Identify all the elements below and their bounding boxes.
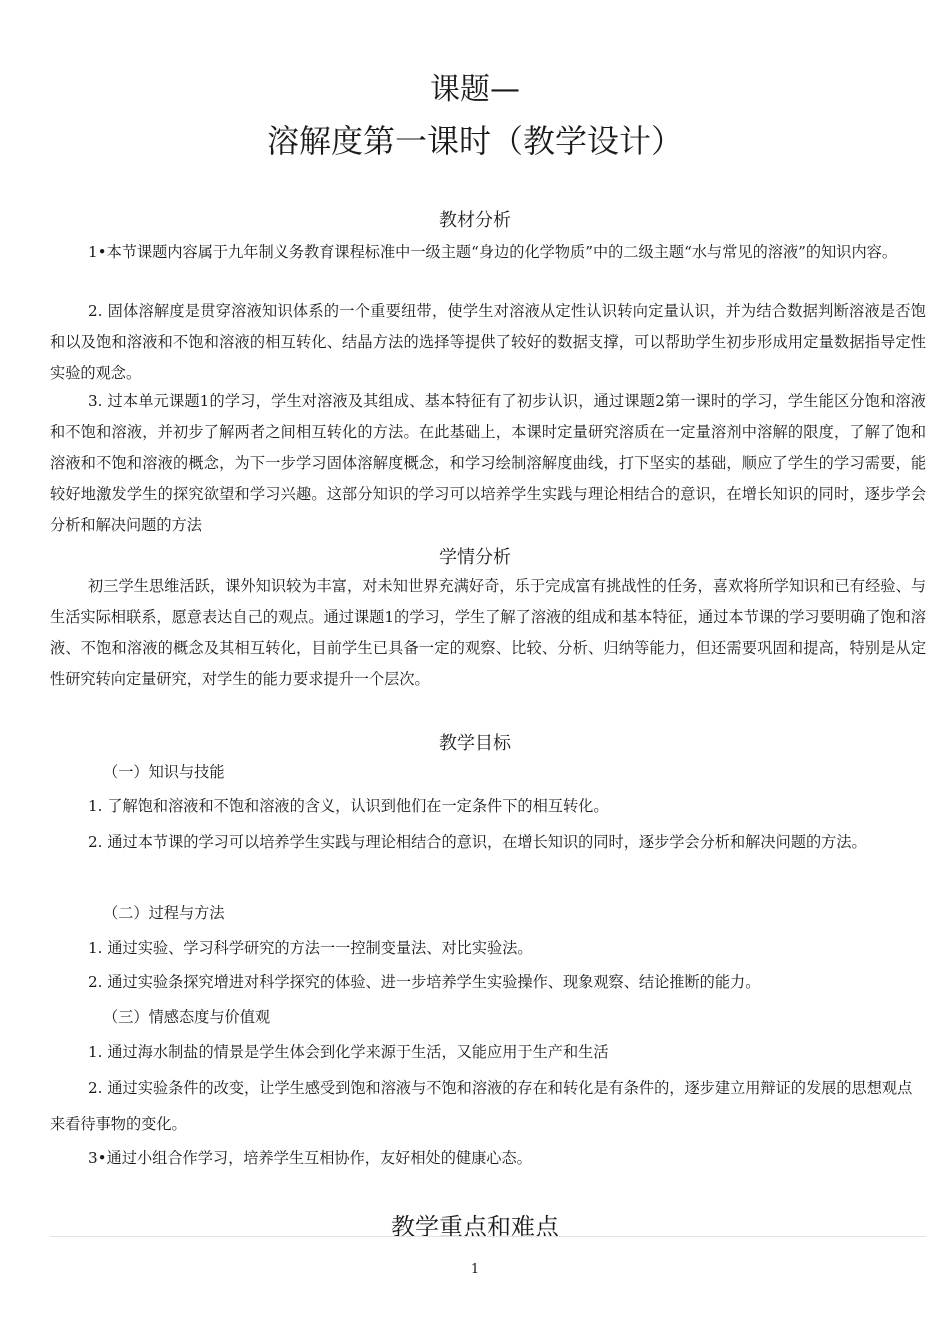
- student-paragraph: 初三学生思维活跃，课外知识较为丰富，对未知世界充满好奇，乐于完成富有挑战性的任务，喜欢将所学知识和已有经验、与生活实际相联系，愿意表达自己的观点。通过课题1的学习，学生了解了溶液的组成和基本特征，通过本节课的学习要明确了饱和溶液、不饱和溶液的概念及其相互转化，目前学生已具备一定的观察、比较、分析、归纳等能力，但还需要巩固和提高，特别是从定性研究转向定量研究，对学生的能力要求提升一个层次。: [50, 577, 926, 688]
- process-method-title: （二）过程与方法: [103, 904, 225, 922]
- title-line-2: 溶解度第一课时（教学设计）: [266, 122, 683, 160]
- textbook-paragraph-1: 1•本节课题内容属于九年制义务教育课程标准中一级主题“身边的化学物质”中的二级主题“水与常见的溶液”的知识内容。: [88, 243, 898, 261]
- emotion-item-3: 3•通过小组合作学习，培养学生互相协作，友好相处的健康心态。: [88, 1149, 532, 1167]
- heading-objectives: 教学目标: [439, 733, 511, 754]
- page-divider: [50, 1236, 926, 1237]
- knowledge-item-2: 2. 通过本节课的学习可以培养学生实践与理论相结合的意识，在增长知识的同时，逐步学会分析和解决问题的方法。: [88, 833, 867, 851]
- heading-student-analysis: 学情分析: [439, 547, 511, 568]
- title-line-1: 课题—: [430, 72, 520, 107]
- process-item-1: 1. 通过实验、学习科学研究的方法一一控制变量法、对比实验法。: [88, 939, 533, 957]
- process-item-2: 2. 通过实验条探究增进对科学探究的体验、进一步培养学生实验操作、现象观察、结论推断的能力。: [88, 973, 761, 991]
- heading-key-points: 教学重点和难点: [391, 1213, 559, 1241]
- page-number: 1: [470, 1262, 480, 1277]
- emotion-item-2: 2. 通过实验条件的改变，让学生感受到饱和溶液与不饱和溶液的存在和转化是有条件的，逐步建立用辩证的发展的思想观点来看待事物的变化。: [50, 1079, 913, 1133]
- knowledge-skills-title: （一）知识与技能: [103, 763, 225, 781]
- emotion-values-title: （三）情感态度与价值观: [103, 1008, 271, 1026]
- emotion-item-1: 1. 通过海水制盐的情景是学生体会到化学来源于生活，又能应用于生产和生活: [88, 1043, 609, 1061]
- heading-textbook-analysis: 教材分析: [439, 210, 511, 231]
- textbook-paragraph-3: 3. 过本单元课题1的学习，学生对溶液及其组成、基本特征有了初步认识，通过课题2第一课时的学习，学生能区分饱和溶液和不饱和溶液，并初步了解两者之间相互转化的方法。在此基础上，本课时定量研究溶质在一定量溶剂中溶解的限度，了解了饱和溶液和不饱和溶液的概念，为下一步学习固体溶解度概念，和学习绘制溶解度曲线，打下坚实的基础，顺应了学生的学习需要，能较好地激发学生的探究欲望和学习兴趣。这部分知识的学习可以培养学生实践与理论相结合的意识，在增长知识的同时，逐步学会分析和解决问题的方法: [50, 392, 926, 534]
- knowledge-item-1: 1. 了解饱和溶液和不饱和溶液的含义，认识到他们在一定条件下的相互转化。: [88, 797, 609, 815]
- textbook-paragraph-2: 2. 固体溶解度是贯穿溶液知识体系的一个重要纽带，使学生对溶液从定性认识转向定量认识，并为结合数据判断溶液是否饱和以及饱和溶液和不饱和溶液的相互转化、结晶方法的选择等提供了较好的数据支撑，可以帮助学生初步形成用定量数据指导定性实验的观念。: [50, 302, 926, 382]
